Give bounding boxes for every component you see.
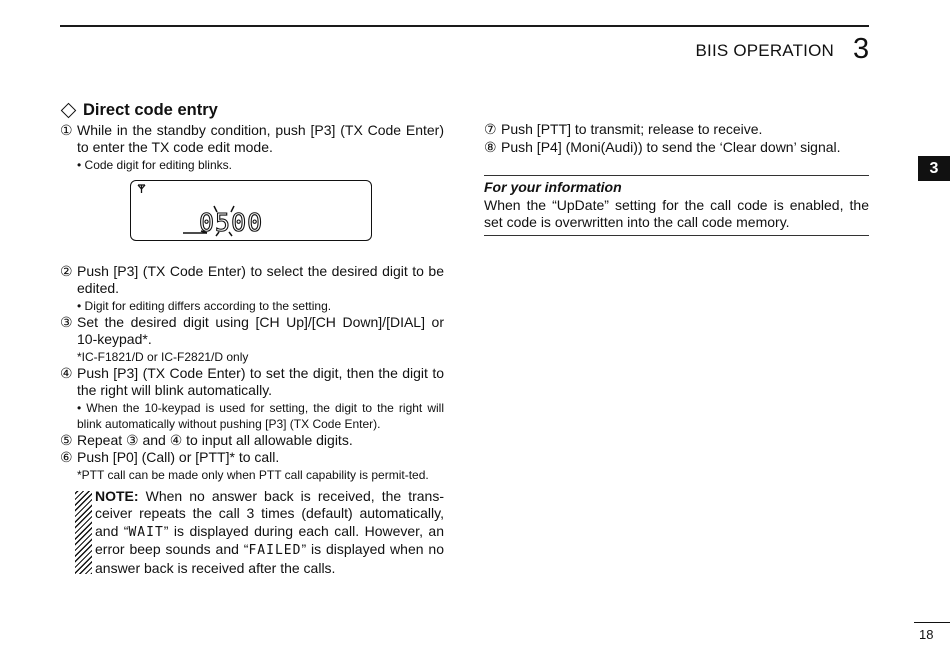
step-number: ① [60, 121, 73, 138]
chapter-number: 3 [853, 33, 870, 65]
step-footnote: *IC-F1821/D or IC-F2821/D only [77, 349, 249, 364]
lcd-word-wait: WAIT [128, 524, 164, 540]
info-title: For your information [484, 179, 622, 195]
step-bullet: • Code digit for editing blinks. [77, 157, 232, 172]
lcd-word-failed: FAILED [248, 543, 302, 558]
step-text: Repeat ③ and ④ to input all allowable digits. [77, 431, 353, 448]
chapter-title: BIIS OPERATION [695, 41, 834, 60]
step-7 [484, 121, 869, 139]
note-text-part-3: ” is displayed when no answer back is received after the calls. [95, 541, 444, 576]
footer-rule [914, 622, 950, 623]
note-hatch-icon [75, 491, 92, 574]
section-title: Direct code entry [83, 101, 218, 119]
step-5 [60, 432, 444, 450]
step-8 [484, 139, 869, 157]
step-bullet: • Digit for editing differs according to the setting. [77, 298, 332, 313]
lcd-graphic [131, 181, 371, 240]
lcd-digits: 0500 [199, 207, 264, 237]
note-text [95, 488, 444, 578]
note-label: NOTE: [95, 487, 139, 504]
diamond-icon [61, 103, 77, 119]
step-4 [60, 365, 444, 400]
step-footnote: *PTT call can be made only when PTT call capability is permit-ted. [77, 467, 429, 482]
step-text: While in the standby condition, push [P3] (TX Code Enter) to enter the TX code edit mode. [77, 121, 444, 155]
info-text: When the “UpDate” setting for the call code is enabled, the set code is overwritten into the call code memory. [484, 196, 869, 230]
note-text-part-2: ” is displayed during each call. However, an error beep sounds and “ [95, 522, 444, 557]
section-heading [60, 102, 444, 120]
header-rule [60, 25, 869, 27]
note-text-part-1: When no answer back is received, the trans-ceiver repeats the call 3 times (default) automatically, and “ [95, 487, 444, 539]
step-text: Push [P3] (TX Code Enter) to set the digit, then the digit to the right will blink automatically. [77, 364, 444, 398]
step-2 [60, 263, 444, 298]
step-text: Push [PTT] to transmit; release to receive. [501, 121, 763, 137]
lcd-display-illustration [130, 180, 372, 241]
left-column [60, 102, 444, 577]
right-column [484, 121, 869, 236]
step-number: ⑦ [484, 121, 497, 137]
page-number: 18 [919, 627, 934, 642]
step-3 [60, 314, 444, 349]
step-number: ⑧ [484, 138, 497, 155]
step-text: Push [P0] (Call) or [PTT]* to call. [77, 449, 280, 465]
step-6 [60, 449, 444, 467]
info-box [484, 175, 869, 236]
step-number: ④ [60, 364, 73, 381]
step-number: ⑥ [60, 449, 73, 465]
step-bullet: • When the 10-keypad is used for setting, the digit to the right will blink automatically without pushing [P3] (TX Code Enter). [77, 400, 444, 431]
chapter-tab: 3 [918, 156, 950, 181]
step-number: ⑤ [60, 431, 73, 448]
step-text: Push [P4] (Moni(Audi)) to send the ‘Clear down’ signal. [501, 138, 841, 155]
step-1 [60, 122, 444, 157]
step-number: ② [60, 262, 73, 279]
step-text: Set the desired digit using [CH Up]/[CH Down]/[DIAL] or 10-keypad*. [77, 313, 444, 347]
step-number: ③ [60, 313, 73, 330]
step-text: Push [P3] (TX Code Enter) to select the desired digit to be edited. [77, 262, 444, 296]
note-box [75, 488, 444, 578]
antenna-icon [138, 185, 145, 193]
